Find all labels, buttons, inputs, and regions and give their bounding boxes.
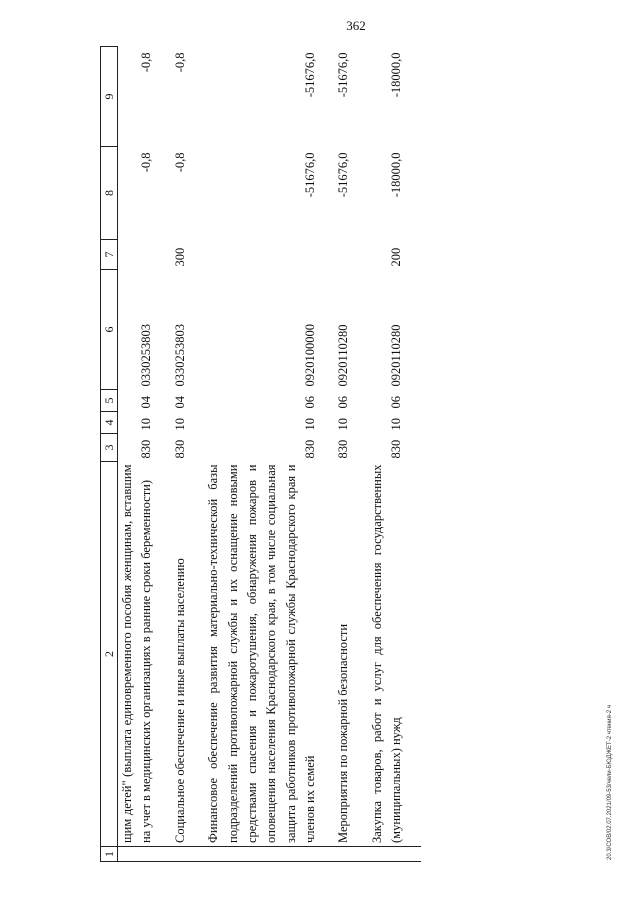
row-code-6: 0330253803 — [139, 324, 154, 387]
table-row — [118, 47, 171, 862]
row-amount-8: -18000,0 — [389, 152, 404, 198]
row-code-5: 06 — [336, 396, 351, 409]
header-col-4: 4 — [101, 412, 118, 434]
row-gutter — [334, 847, 367, 862]
row-code-4: 10 — [172, 418, 187, 431]
row-amount-8: -0,8 — [139, 152, 154, 173]
row-code-4: 10 — [139, 418, 154, 431]
row-code-3: 830 — [389, 439, 404, 459]
header-col-7: 7 — [101, 240, 118, 270]
table-row — [334, 47, 367, 862]
row-code-5: 06 — [303, 396, 317, 409]
row-amount-8: -51676,0 — [336, 152, 351, 198]
row-gutter — [204, 847, 334, 862]
row-amount-9: -0,8 — [172, 52, 187, 73]
header-col-1: 1 — [101, 847, 118, 862]
row-code-7 — [334, 240, 367, 270]
row-code-7 — [118, 240, 171, 270]
header-col-3: 3 — [101, 434, 118, 462]
row-amount-9: -51676,0 — [303, 52, 317, 98]
row-amount-9: -0,8 — [139, 52, 154, 73]
table-row — [368, 47, 421, 862]
row-code-7: 300 — [172, 247, 187, 267]
document-footer-code: 20.3/СОВ/02.07.2021/09-53/чели-БЮДЖЕТ-2 чтения-2 ч — [607, 705, 613, 860]
row-code-6: 0330253803 — [172, 324, 187, 387]
page-number: 362 — [346, 18, 366, 33]
table-row — [204, 47, 334, 862]
row-amount-9: -18000,0 — [389, 52, 404, 98]
row-code-6: 0920100000 — [303, 324, 317, 387]
row-code-5: 06 — [389, 396, 404, 409]
row-code-4: 10 — [389, 418, 404, 431]
row-code-3: 830 — [139, 439, 154, 459]
row-code-5: 04 — [139, 396, 154, 409]
table-row — [171, 47, 204, 862]
budget-table — [100, 46, 421, 862]
row-code-7: 200 — [389, 247, 404, 267]
header-row — [101, 47, 118, 862]
row-description: щим детей" (выплата единовременного пособия женщинам, вставшим на учет в медицинских организациях в ранние сроки беременности) — [120, 464, 154, 843]
header-col-9: 9 — [101, 47, 118, 147]
row-amount-8: -0,8 — [172, 152, 187, 173]
row-code-3: 830 — [172, 439, 187, 459]
row-gutter — [118, 847, 171, 862]
budget-table-rotated — [100, 47, 590, 862]
row-code-6: 0920110280 — [389, 324, 404, 387]
row-description: Социальное обеспечение и иные выплаты населению — [172, 558, 187, 843]
row-code-3: 830 — [303, 439, 317, 459]
row-amount-8: -51676,0 — [303, 152, 317, 198]
row-gutter — [368, 847, 421, 862]
row-gutter — [171, 847, 204, 862]
row-code-3: 830 — [336, 439, 351, 459]
row-description: Закупка товаров, работ и услуг для обеспечения государственных (муниципальных) нужд — [369, 464, 404, 843]
row-description: Финансовое обеспечение развития материально-технической базы подразделений противопожарной службы и их оснащение новыми средствами спасения и пожаротушения, обнаружения пожаров и оповещения населения Краснодарского края, в том числе социальная защита работников противопожарной службы Краснодарского края и членов их семей — [206, 464, 317, 843]
header-col-5: 5 — [101, 390, 118, 412]
row-code-4: 10 — [303, 418, 317, 431]
row-code-6: 0920110280 — [336, 324, 351, 387]
header-col-8: 8 — [101, 147, 118, 240]
row-description: Мероприятия по пожарной безопасности — [336, 623, 351, 843]
row-code-4: 10 — [336, 418, 351, 431]
row-code-7 — [204, 240, 334, 270]
row-code-5: 04 — [172, 396, 187, 409]
header-col-2: 2 — [101, 462, 118, 847]
row-amount-9: -51676,0 — [336, 52, 351, 98]
header-col-6: 6 — [101, 270, 118, 390]
